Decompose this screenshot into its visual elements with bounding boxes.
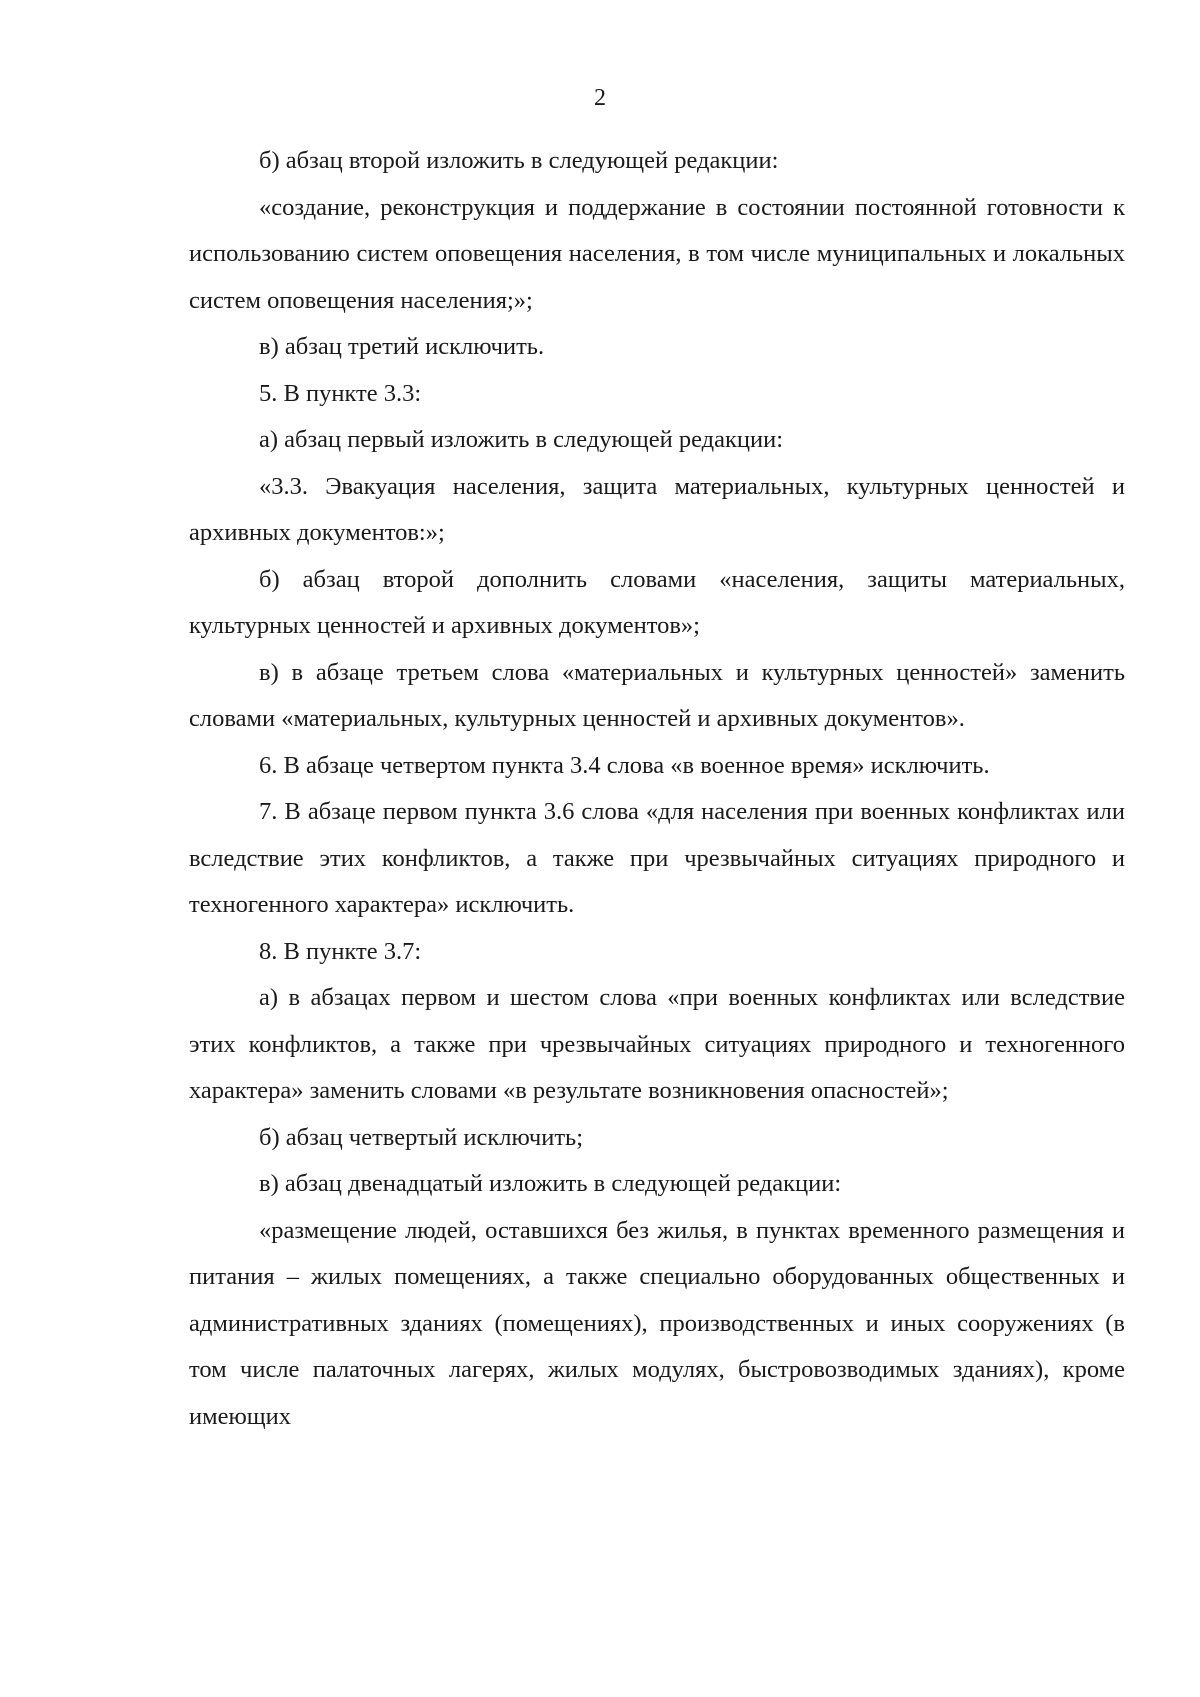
paragraph: б) абзац четвертый исключить;: [259, 1123, 584, 1151]
paragraph: б) абзац второй изложить в следующей редакции:: [259, 147, 779, 174]
paragraph: «размещение людей, оставшихся без жилья, в пунктах временного размещения и питания – жилых помещениях, а также специально оборудованных общественных и административных зданиях (помещениях), производственных и иных сооружениях (в том числе палаточных лагерях, жилых модулях, быстровозводимых зданиях), кроме имеющих: [189, 1216, 1125, 1430]
page-number: 2: [594, 85, 606, 111]
paragraph: 5. В пункте 3.3:: [259, 379, 422, 407]
paragraph: «создание, реконструкция и поддержание в состоянии постоянной готовности к использованию систем оповещения населения, в том числе муниципальных и локальных систем оповещения населения;»;: [189, 193, 1125, 314]
paragraph: 6. В абзаце четвертом пункта 3.4 слова «в военное время» исключить.: [259, 751, 990, 779]
paragraph: 8. В пункте 3.7:: [259, 937, 422, 965]
paragraph: б) абзац второй дополнить словами «населения, защиты материальных, культурных ценностей и архивных документов»;: [189, 565, 1125, 639]
document-body: [189, 138, 1125, 1440]
paragraph: в) в абзаце третьем слова «материальных и культурных ценностей» заменить словами «материальных, культурных ценностей и архивных документов».: [189, 658, 1125, 732]
paragraph: «3.3. Эвакуация населения, защита материальных, культурных ценностей и архивных документов:»;: [189, 472, 1125, 546]
paragraph: в) абзац двенадцатый изложить в следующей редакции:: [259, 1170, 842, 1197]
paragraph: 7. В абзаце первом пункта 3.6 слова «для населения при военных конфликтах или вследствие этих конфликтов, а также при чрезвычайных ситуациях природного и техногенного характера» исключить.: [189, 798, 1125, 918]
paragraph: а) в абзацах первом и шестом слова «при военных конфликтах или вследствие этих конфликтов, а также при чрезвычайных ситуациях природного и техногенного характера» заменить словами «в результате возникновения опасностей»;: [189, 984, 1125, 1104]
paragraph: в) абзац третий исключить.: [259, 333, 545, 360]
paragraph: а) абзац первый изложить в следующей редакции:: [259, 426, 784, 453]
